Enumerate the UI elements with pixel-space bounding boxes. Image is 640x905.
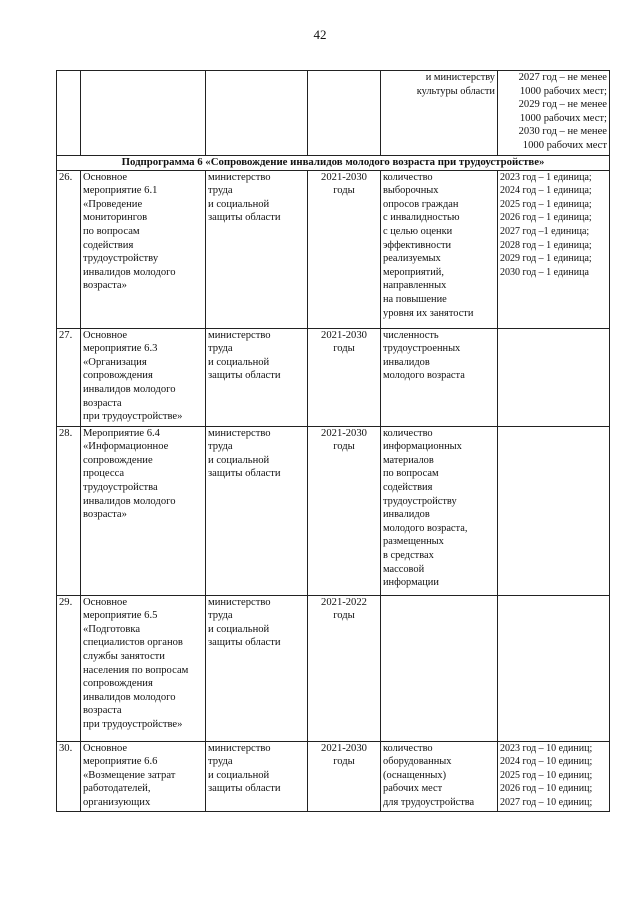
indicator-cell xyxy=(381,426,498,595)
result-cell-line: 2023 год – 1 единица; xyxy=(500,171,592,183)
measure-name-cell-line: возраста xyxy=(83,705,122,717)
measures-table xyxy=(56,70,610,812)
table-row xyxy=(57,741,610,811)
indicator-cell-line: размещенных xyxy=(383,536,444,548)
table-row-continued xyxy=(57,71,610,156)
executor-cell-line: защиты области xyxy=(208,637,281,649)
measure-name-cell-line: организующих xyxy=(83,796,151,808)
result-cell-line: 2030 год – 1 единица xyxy=(500,266,589,278)
result-cell-line: 2029 год – не менее xyxy=(518,99,607,111)
executor-cell xyxy=(206,426,308,595)
executor-cell-line: министерство xyxy=(208,596,271,608)
measure-name-cell-line: мероприятие 6.5 xyxy=(83,610,158,622)
measure-name-cell-line: инвалидов молодого xyxy=(83,691,176,703)
result-cell-line: 2027 год – 10 единиц; xyxy=(500,796,593,808)
result-cell-line: 2029 год – 1 единица; xyxy=(500,253,592,265)
measure-name-cell-line: при трудоустройстве» xyxy=(83,411,183,423)
measure-name-cell-line: специалистов органов xyxy=(83,637,183,649)
measure-name-cell-line: при трудоустройстве» xyxy=(83,718,183,730)
years-cell xyxy=(308,426,381,595)
indicator-cell-line: трудоустройству xyxy=(383,495,457,507)
page-number: 42 xyxy=(313,27,327,42)
executor-cell xyxy=(206,170,308,328)
row-number-cell: 28. xyxy=(57,426,81,595)
years-line: годы xyxy=(333,441,355,453)
indicator-cell-line: с целью оценки xyxy=(383,225,453,237)
indicator-cell-line: информации xyxy=(383,577,439,589)
indicator-cell-line: на повышение xyxy=(383,293,447,305)
measure-name-cell-line: Основное xyxy=(83,329,128,341)
years-line: 2021-2030 xyxy=(321,329,367,341)
measure-name-cell-line: трудоустройства xyxy=(83,481,158,493)
executor-cell-line: труда xyxy=(208,343,233,355)
indicator-cell-line: культуры области xyxy=(416,85,495,97)
years-cell xyxy=(308,328,381,426)
measure-name-cell-line: процесса xyxy=(83,468,125,480)
years-line: 2021-2030 xyxy=(321,171,367,183)
years-cell xyxy=(308,71,381,156)
indicator-cell-line: рабочих мест xyxy=(383,783,443,795)
indicator-cell-line: в средствах xyxy=(383,549,434,561)
indicator-cell-line: количество xyxy=(383,742,433,754)
measure-name-cell-line: работодателей, xyxy=(83,783,151,795)
indicator-cell-line: молодого возраста, xyxy=(383,522,468,534)
result-cell-line: 2023 год – 10 единиц; xyxy=(500,742,593,754)
measure-name-cell-line: инвалидов молодого xyxy=(83,495,176,507)
measure-name-cell-line: населения по вопросам xyxy=(83,664,189,676)
years-cell xyxy=(308,170,381,328)
indicator-cell-line: для трудоустройства xyxy=(383,796,475,808)
measure-name-cell xyxy=(81,170,206,328)
indicator-cell-line: численность xyxy=(383,329,439,341)
table-row xyxy=(57,170,610,328)
executor-cell-line: труда xyxy=(208,185,233,197)
indicator-cell-line: по вопросам xyxy=(383,468,439,480)
executor-cell-line: защиты области xyxy=(208,370,281,382)
indicator-cell-line: оборудованных xyxy=(383,756,452,768)
indicator-cell-line: (оснащенных) xyxy=(383,769,447,781)
indicator-cell-line: содействия xyxy=(383,481,433,493)
indicator-cell-line: опросов граждан xyxy=(383,198,459,210)
result-cell-line: 1000 рабочих мест; xyxy=(519,85,607,97)
measure-name-cell-line: мероприятие 6.3 xyxy=(83,343,158,355)
result-cell-line: 2030 год – не менее xyxy=(518,126,607,138)
executor-cell-line: и социальной xyxy=(208,623,270,635)
measure-name-cell xyxy=(81,71,206,156)
measure-name-cell-line: содействия xyxy=(83,239,134,251)
measure-name-cell xyxy=(81,426,206,595)
measure-name-cell-line: Основное xyxy=(83,171,128,183)
row-number-cell xyxy=(57,71,81,156)
executor-cell xyxy=(206,328,308,426)
years-line: годы xyxy=(333,343,355,355)
indicator-cell-line: реализуемых xyxy=(383,253,441,265)
executor-cell-line: и социальной xyxy=(208,356,270,368)
indicator-cell-line: молодого возраста xyxy=(383,370,465,382)
measure-name-cell-line: возраста xyxy=(83,397,122,409)
executor-cell-line: труда xyxy=(208,610,233,622)
subprogram-title: Подпрограмма 6 «Сопровождение инвалидов молодого возраста при трудоустройстве» xyxy=(57,156,610,171)
measure-name-cell-line: возраста» xyxy=(83,509,127,521)
result-cell-line: 2024 год – 10 единиц; xyxy=(500,756,593,768)
result-cell xyxy=(498,595,610,741)
result-cell-line: 2025 год – 1 единица; xyxy=(500,198,592,210)
indicator-cell-line: уровня их занятости xyxy=(383,307,474,319)
indicator-cell xyxy=(381,71,498,156)
indicator-cell-line: выборочных xyxy=(383,185,439,197)
years-line: 2021-2030 xyxy=(321,427,367,439)
subprogram-header-row xyxy=(57,156,610,171)
executor-cell xyxy=(206,71,308,156)
executor-cell-line: труда xyxy=(208,756,233,768)
indicator-cell-line: количество xyxy=(383,427,433,439)
years-cell xyxy=(308,595,381,741)
row-number-cell: 30. xyxy=(57,741,81,811)
measure-name-cell-line: инвалидов молодого xyxy=(83,383,176,395)
measure-name-cell-line: мероприятие 6.6 xyxy=(83,756,158,768)
measure-name-cell-line: Основное xyxy=(83,596,128,608)
row-number-cell: 26. xyxy=(57,170,81,328)
measure-name-cell xyxy=(81,328,206,426)
executor-cell-line: защиты области xyxy=(208,783,281,795)
indicator-cell-line: информационных xyxy=(383,441,462,453)
result-cell-line: 2028 год – 1 единица; xyxy=(500,239,592,251)
executor-cell-line: защиты области xyxy=(208,468,281,480)
result-cell xyxy=(498,741,610,811)
indicator-cell-line: эффективности xyxy=(383,239,452,251)
measure-name-cell xyxy=(81,741,206,811)
indicator-cell xyxy=(381,595,498,741)
measure-name-cell-line: инвалидов молодого xyxy=(83,266,176,278)
measure-name-cell-line: «Организация xyxy=(83,356,147,368)
measure-name-cell-line: «Информационное xyxy=(83,441,169,453)
executor-cell xyxy=(206,595,308,741)
result-cell-line: 2027 год –1 единица; xyxy=(500,225,590,237)
result-cell-line: 2026 год – 10 единиц; xyxy=(500,783,593,795)
row-number-cell: 27. xyxy=(57,328,81,426)
result-cell xyxy=(498,328,610,426)
executor-cell-line: министерство xyxy=(208,742,271,754)
measure-name-cell-line: по вопросам xyxy=(83,225,140,237)
measure-name-cell-line: сопровождения xyxy=(83,678,153,690)
indicator-cell-line: материалов xyxy=(383,454,434,466)
result-cell-line: 1000 рабочих мест; xyxy=(519,112,607,124)
indicator-cell-line: инвалидов xyxy=(383,509,430,521)
measure-name-cell-line: возраста» xyxy=(83,280,127,292)
measure-name-cell-line: службы занятости xyxy=(83,650,165,662)
measure-name-cell xyxy=(81,595,206,741)
indicator-cell-line: мероприятий, xyxy=(383,266,444,278)
result-cell xyxy=(498,170,610,328)
measure-name-cell-line: сопровождения xyxy=(83,370,153,382)
measure-name-cell-line: сопровождение xyxy=(83,454,153,466)
table-row xyxy=(57,426,610,595)
executor-cell-line: и социальной xyxy=(208,198,270,210)
row-number-cell: 29. xyxy=(57,595,81,741)
result-cell-line: 2027 год – не менее xyxy=(518,72,607,83)
indicator-cell xyxy=(381,170,498,328)
result-cell xyxy=(498,426,610,595)
years-cell xyxy=(308,741,381,811)
indicator-cell-line: массовой xyxy=(383,563,425,575)
result-cell xyxy=(498,71,610,156)
table-row xyxy=(57,328,610,426)
years-line: годы xyxy=(333,756,355,768)
result-cell-line: 2026 год – 1 единица; xyxy=(500,212,592,224)
indicator-cell xyxy=(381,741,498,811)
years-line: 2021-2022 xyxy=(321,596,367,608)
years-line: 2021-2030 xyxy=(321,742,367,754)
executor-cell-line: министерство xyxy=(208,329,271,341)
result-cell-line: 2025 год – 10 единиц; xyxy=(500,769,593,781)
executor-cell-line: и социальной xyxy=(208,454,270,466)
years-line: годы xyxy=(333,185,355,197)
executor-cell-line: защиты области xyxy=(208,212,281,224)
years-line: годы xyxy=(333,610,355,622)
indicator-cell-line: и министерству xyxy=(425,72,495,83)
measure-name-cell-line: Основное xyxy=(83,742,128,754)
indicator-cell-line: направленных xyxy=(383,280,447,292)
indicator-cell-line: с инвалидностью xyxy=(383,212,460,224)
measure-name-cell-line: трудоустройству xyxy=(83,253,159,265)
result-cell-line: 1000 рабочих мест xyxy=(522,139,607,151)
table-row xyxy=(57,595,610,741)
measure-name-cell-line: Мероприятие 6.4 xyxy=(83,427,160,439)
measure-name-cell-line: «Подготовка xyxy=(83,623,141,635)
measure-name-cell-line: «Проведение xyxy=(83,198,143,210)
indicator-cell-line: количество xyxy=(383,171,433,183)
measure-name-cell-line: «Возмещение затрат xyxy=(83,769,176,781)
executor-cell-line: министерство xyxy=(208,171,271,183)
executor-cell-line: министерство xyxy=(208,427,271,439)
indicator-cell-line: трудоустроенных xyxy=(383,343,461,355)
executor-cell-line: и социальной xyxy=(208,769,270,781)
executor-cell-line: труда xyxy=(208,441,233,453)
measure-name-cell-line: мероприятие 6.1 xyxy=(83,185,158,197)
measure-name-cell-line: мониторингов xyxy=(83,212,148,224)
indicator-cell-line: инвалидов xyxy=(383,356,430,368)
result-cell-line: 2024 год – 1 единица; xyxy=(500,185,592,197)
executor-cell xyxy=(206,741,308,811)
indicator-cell xyxy=(381,328,498,426)
